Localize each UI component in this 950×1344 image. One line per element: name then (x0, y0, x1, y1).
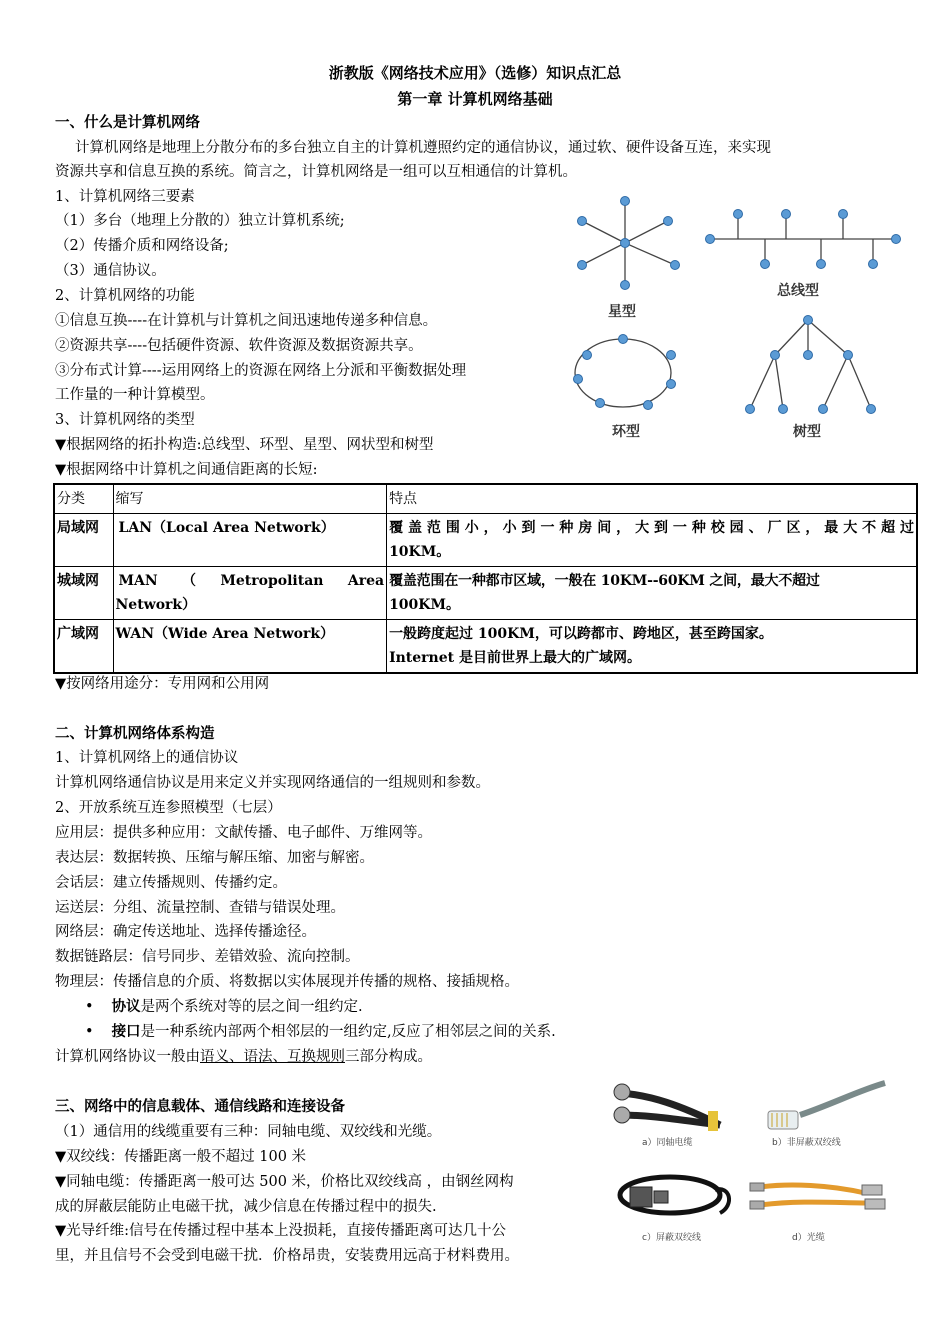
abbr-cell: LAN（Local Area Network） (113, 514, 387, 567)
osi-layer: 数据链路层：信号同步、差错效验、流向控制。 (55, 949, 360, 965)
section2-heading: 二、计算机网络体系构造 (55, 725, 215, 742)
element-item: （1）多台（地理上分散的）独立计算机系统; (55, 213, 345, 229)
element-item: （3）通信协议。 (55, 263, 166, 279)
bullet-interface: • 接口是一种系统内部两个相邻层的一组约定,反应了相邻层之间的关系. (85, 1023, 556, 1040)
abbr-cell: WAN（Wide Area Network） (113, 620, 387, 674)
osi-title: 2、开放系统互连参照模型（七层） (55, 800, 282, 816)
cables-intro: （1）通信用的线缆重要有三种：同轴电缆、双绞线和光缆。 (55, 1124, 442, 1140)
types-topology: ▼根据网络的拓扑构造:总线型、环型、星型、网状型和树型 (55, 437, 434, 453)
topology-figure (565, 190, 905, 445)
element-item: （2）传播介质和网络设备; (55, 238, 229, 254)
function-item: ②资源共享----包括硬件资源、软件资源及数据资源共享。 (55, 338, 423, 354)
coax-cable-image (614, 1084, 720, 1131)
table-row (54, 620, 917, 674)
network-types-table (53, 483, 918, 674)
table-row (54, 514, 917, 567)
category-cell: 广域网 (54, 620, 113, 674)
twisted-pair-text: ▼双绞线：传播距离一般不超过 100 米 (55, 1149, 307, 1165)
category-cell: 城域网 (54, 567, 113, 620)
table-row (54, 567, 917, 620)
feature-cell: 覆盖范围小，小到一种房间，大到一种校园、厂区，最大不超过 10KM。 (387, 514, 917, 567)
tree-label: 树型 (793, 424, 821, 440)
header-feature: 特点 (387, 484, 917, 514)
section1-heading: 一、什么是计算机网络 (55, 114, 200, 131)
star-label: 星型 (608, 304, 636, 320)
osi-layer: 应用层：提供多种应用：文献传播、电子邮件、万维网等。 (55, 825, 432, 841)
coax-label: a）同轴电缆 (642, 1138, 693, 1148)
elements-title: 1、计算机网络三要素 (55, 189, 195, 205)
abbr-cell: MAN （ Metropolitan Area Network） (113, 567, 387, 620)
feature-cell: 一般跨度起过 100KM，可以跨都市、跨地区，甚至跨国家。 Internet 是目前世界上最大的广域网。 (387, 620, 917, 674)
stp-label: c）屏蔽双绞线 (642, 1233, 701, 1243)
ring-label: 环型 (612, 424, 640, 440)
cable-figure (610, 1075, 890, 1250)
bullet-protocol: • 协议是两个系统对等的层之间一组约定. (85, 998, 363, 1015)
section3-heading: 三、网络中的信息载体、通信线路和连接设备 (55, 1098, 345, 1115)
protocol-title: 1、计算机网络上的通信协议 (55, 750, 239, 766)
table-header-row (54, 484, 917, 514)
coax-text: 成的屏蔽层能防止电磁干扰，减少信息在传播过程中的损失. (55, 1199, 437, 1215)
osi-layer: 物理层：传播信息的介质、将数据以实体展现并传播的规格、接插规格。 (55, 974, 519, 990)
protocol-composition: 计算机网络协议一般由语义、语法、互换规则三部分构成。 (55, 1049, 432, 1065)
coax-text: ▼同轴电缆：传播距离一般可达 500 米，价格比双绞线高 ，由钢丝网构 (55, 1174, 514, 1190)
function-item: ③分布式计算----运用网络上的资源在网络上分派和平衡数据处理 (55, 363, 467, 379)
function-item: ①信息互换----在计算机与计算机之间迅速地传递多种信息。 (55, 313, 438, 329)
definition-line1: 计算机网络是地理上分散分布的多台独立自主的计算机遵照约定的通信协议，通过软、硬件设备互连，来实现 (75, 140, 771, 156)
osi-layer: 网络层：确定传送地址、选择传播途径。 (55, 924, 316, 940)
utp-label: b）非屏蔽双绞线 (772, 1138, 841, 1148)
stp-cable-image (620, 1177, 729, 1213)
bus-label: 总线型 (777, 283, 819, 299)
osi-layer: 运送层：分组、流量控制、查错与错误处理。 (55, 900, 345, 916)
header-abbr: 缩写 (113, 484, 387, 514)
definition-line2: 资源共享和信息互换的系统。简言之，计算机网络是一组可以互相通信的计算机。 (55, 164, 577, 180)
types-usage: ▼按网络用途分：专用网和公用网 (55, 676, 270, 692)
function-item: 工作量的一种计算模型。 (55, 387, 215, 403)
document-title: 浙教版《网络技术应用》（选修）知识点汇总 (328, 64, 622, 82)
fiber-text: ▼光导纤维:信号在传播过程中基本上没损耗，直接传播距离可达几十公 (55, 1223, 507, 1239)
chapter-title: 第一章 计算机网络基础 (397, 90, 553, 108)
header-category: 分类 (54, 484, 113, 514)
category-cell: 局域网 (54, 514, 113, 567)
functions-title: 2、计算机网络的功能 (55, 288, 195, 304)
feature-cell: 覆盖范围在一种都市区域，一般在 10KM--60KM 之间，最大不超过 100KM。 (387, 567, 917, 620)
fiber-cable-image (750, 1183, 885, 1209)
osi-layer: 会话层：建立传播规则、传播约定。 (55, 875, 287, 891)
fiber-label: d）光缆 (792, 1233, 825, 1243)
types-title: 3、计算机网络的类型 (55, 412, 195, 428)
fiber-text: 里，并且信号不会受到电磁干扰．价格昂贵，安装费用远高于材料费用。 (55, 1248, 519, 1264)
utp-cable-image (768, 1083, 885, 1129)
osi-layer: 表达层：数据转换、压缩与解压缩、加密与解密。 (55, 850, 374, 866)
types-distance: ▼根据网络中计算机之间通信距离的长短: (55, 462, 318, 478)
protocol-def: 计算机网络通信协议是用来定义并实现网络通信的一组规则和参数。 (55, 775, 490, 791)
